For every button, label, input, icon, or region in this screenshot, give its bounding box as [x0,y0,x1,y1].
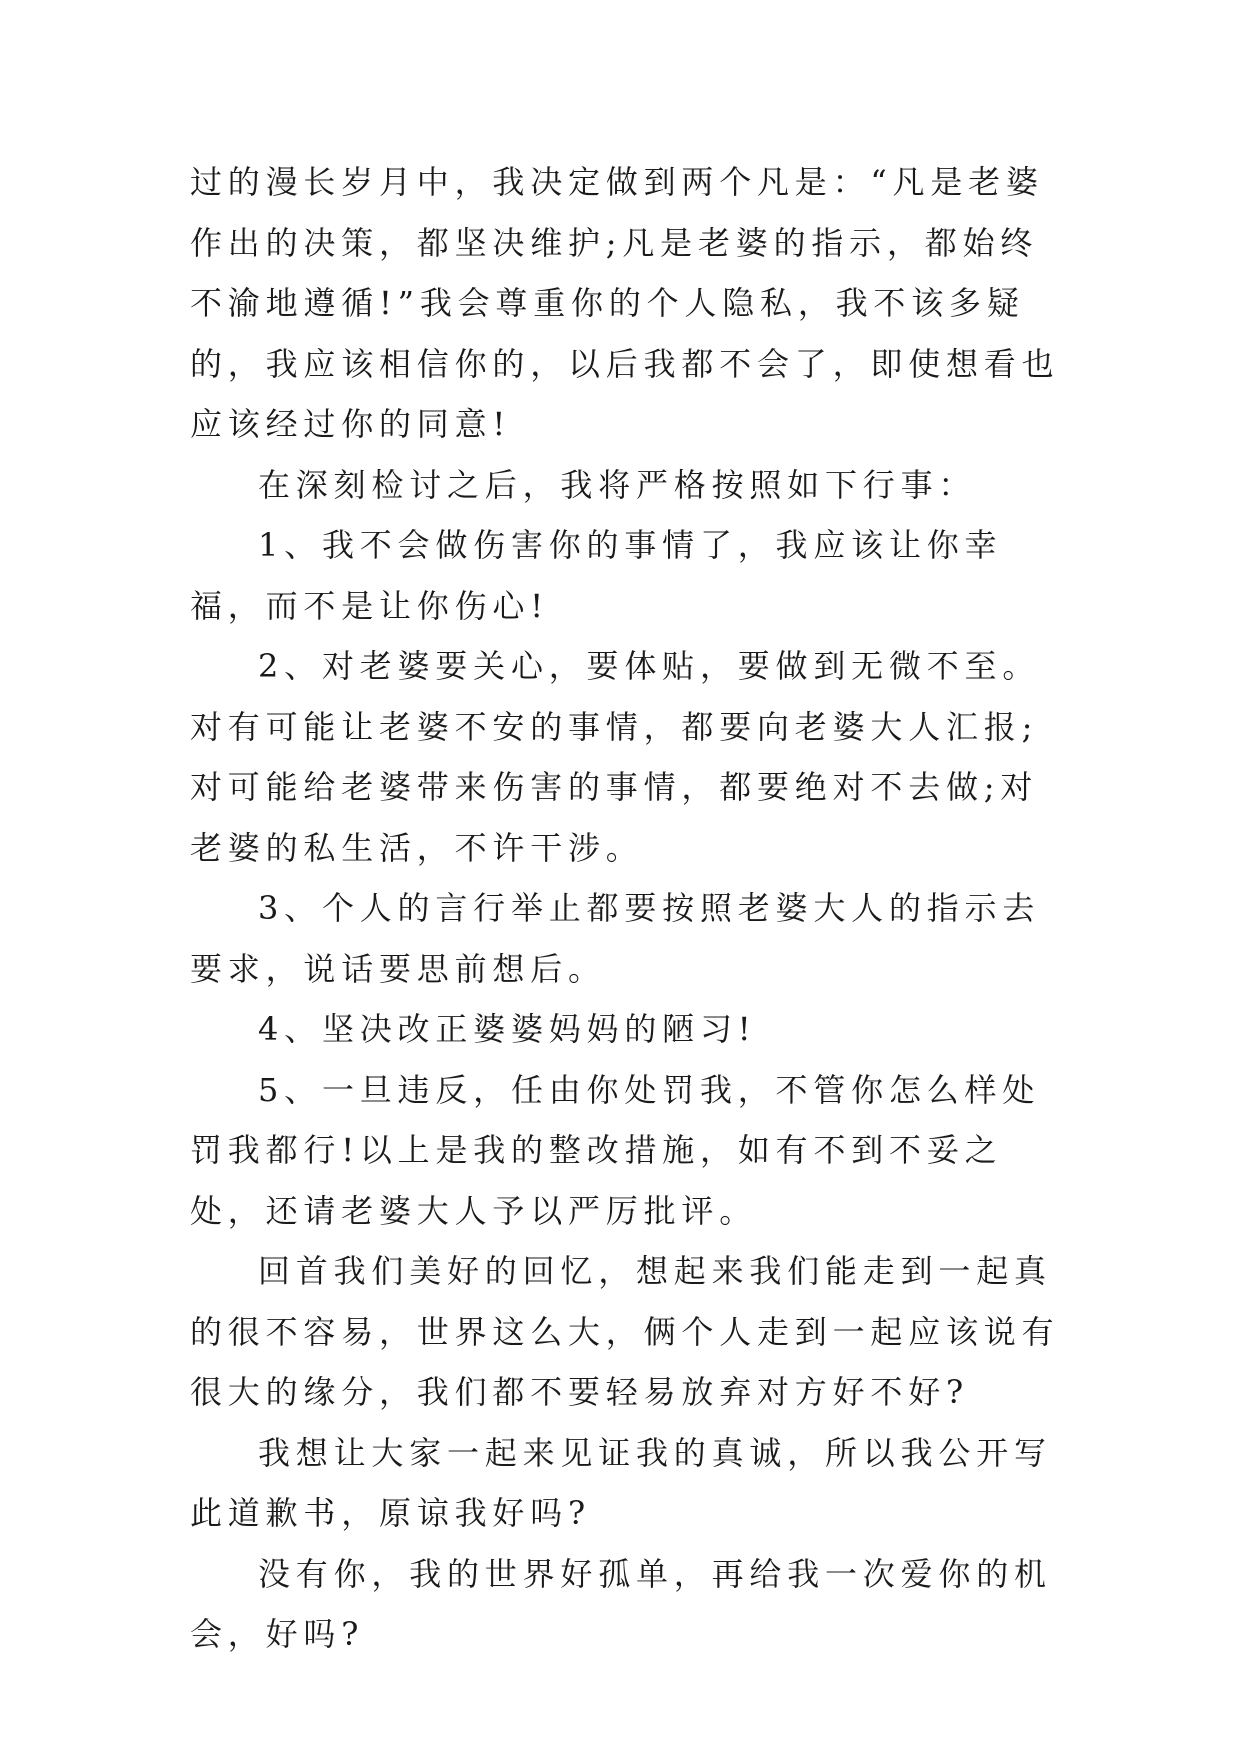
document-body [190,152,1070,1665]
paragraph-item-1: 1、我不会做伤害你的事情了，我应该让你幸福，而不是让你伤心! [190,526,1003,625]
paragraph-public-apology: 我想让大家一起来见证我的真诚，所以我公开写此道歉书，原谅我好吗? [190,1433,1052,1532]
paragraph-intro: 在深刻检讨之后，我将严格按照如下行事： [258,465,977,504]
paragraph-item-4: 4、坚决改正婆婆妈妈的陋习! [258,1010,757,1048]
paragraph-item-2: 2、对老婆要关心，要体贴，要做到无微不至。对有可能让老婆不安的事情，都要向老婆大人汇报;对可能给老婆带来伤害的事情，都要绝对不去做;对老婆的私生活，不许干涉。 [190,647,1041,867]
paragraph-closing: 没有你，我的世界好孤单，再给我一次爱你的机会，好吗? [190,1554,1052,1653]
paragraph-item-3: 3、个人的言行举止都要按照老婆大人的指示去要求，说话要思前想后。 [190,889,1041,988]
paragraph-continuation: 过的漫长岁月中，我决定做到两个凡是：“凡是老婆作出的决策，都坚决维护;凡是老婆的指示，都始终不渝地遵循!”我会尊重你的个人隐私，我不该多疑的，我应该相信你的，以后我都不会了，即使想看也应该经过你的同意! [190,163,1060,443]
paragraph-item-5: 5、一旦违反，任由你处罚我，不管你怎么样处罚我都行!以上是我的整改措施，如有不到不妥之处，还请老婆大人予以严厉批评。 [190,1070,1041,1230]
paragraph-memories: 回首我们美好的回忆，想起来我们能走到一起真的很不容易，世界这么大，俩个人走到一起应该说有很大的缘分，我们都不要轻易放弃对方好不好? [190,1252,1060,1411]
